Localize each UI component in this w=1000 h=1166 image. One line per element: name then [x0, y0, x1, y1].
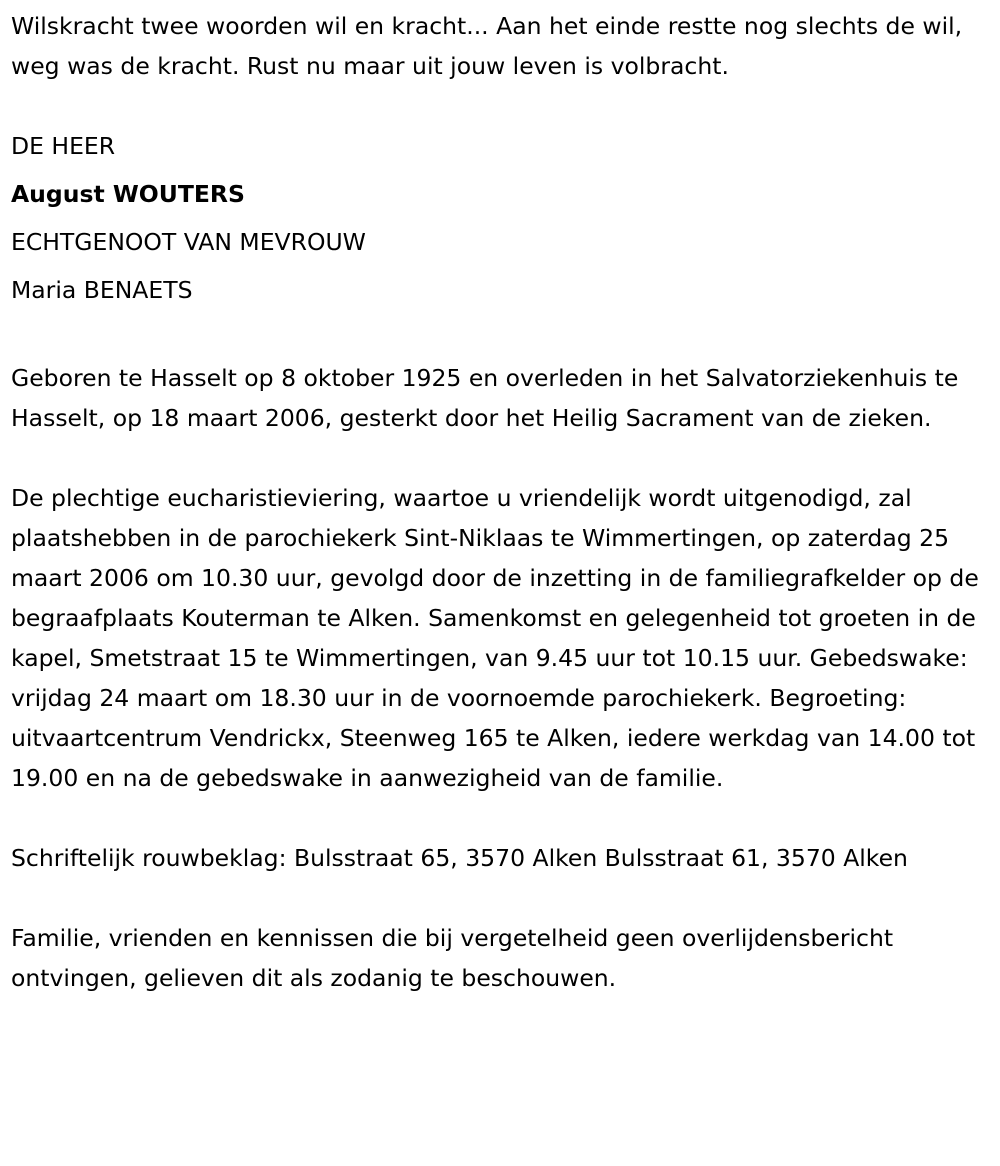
spacer [11, 798, 993, 838]
obituary-document [11, 6, 993, 998]
intro-poem: Wilskracht twee woorden wil en kracht... Aan het einde restte nog slechts de wil, weg was de kracht. Rust nu maar uit jouw leven is volbracht. [11, 12, 963, 80]
spacer [11, 878, 993, 918]
condolences-paragraph: Schriftelijk rouwbeklag: Bulsstraat 65, 3570 Alken Bulsstraat 61, 3570 Alken [11, 844, 908, 872]
spacer [11, 438, 993, 478]
spacer [11, 314, 993, 358]
closing-paragraph: Familie, vrienden en kennissen die bij vergetelheid geen overlijdensbericht ontvingen, gelieven dit als zodanig te beschouwen. [11, 924, 894, 992]
honorific-title: DE HEER [11, 132, 116, 160]
spouse-name: Maria BENAETS [11, 276, 193, 304]
spouse-label: ECHTGENOOT VAN MEVROUW [11, 228, 366, 256]
deceased-name: August WOUTERS [11, 180, 245, 208]
spacer [11, 86, 993, 126]
deceased-block [11, 126, 993, 314]
ceremony-paragraph: De plechtige eucharistieviering, waartoe u vriendelijk wordt uitgenodigd, zal plaatshebben in de parochiekerk Sint-Niklaas te Wimmertingen, op zaterdag 25 maart 2006 om 10.30 uur, gevolgd door de inzetting in de familiegrafkelder op de begraafplaats Kouterman te Alken. Samenkomst en gelegenheid tot groeten in de kapel, Smetstraat 15 te Wimmertingen, van 9.45 uur tot 10.15 uur. Gebedswake: vrijdag 24 maart om 18.30 uur in de voornoemde parochiekerk. Begroeting: uitvaartcentrum Vendrickx, Steenweg 165 te Alken, iedere werkdag van 14.00 tot 19.00 en na de gebedswake in aanwezigheid van de familie. [11, 484, 979, 792]
birth-death-paragraph: Geboren te Hasselt op 8 oktober 1925 en overleden in het Salvatorziekenhuis te Hasselt, op 18 maart 2006, gesterkt door het Heilig Sacrament van de zieken. [11, 364, 959, 432]
